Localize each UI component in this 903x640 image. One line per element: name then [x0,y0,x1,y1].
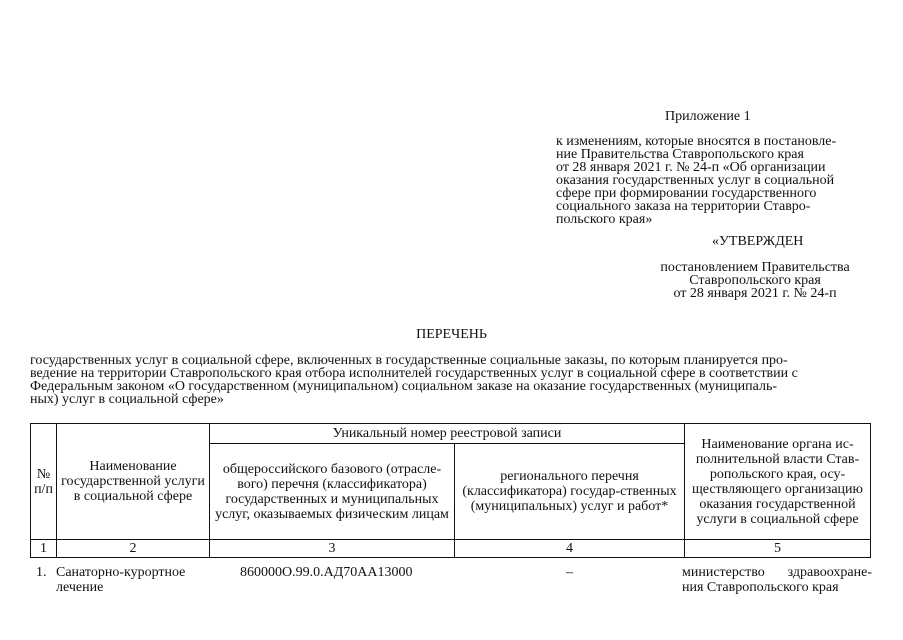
document-subtitle [30,354,870,406]
header-service: Наименование государственной услуги в социальной сфере [57,424,210,540]
approval-line: от 28 января 2021 г. № 24-п [673,286,837,301]
services-table [30,423,871,558]
column-number: 2 [57,540,210,558]
appendix-line: оказания государственных услуг в социальной [556,173,835,188]
header-federal: общероссийского базового (отрасле-вого) перечня (классификатора) государственных и муниципальных услуг, оказываемых физическим лицам [210,444,455,540]
appendix-line: социального заказа на территории Ставро- [556,199,811,214]
approval-line: Ставропольского края [689,273,821,288]
header-authority: Наименование органа ис-полнительной власти Став-ропольского края, осу-ществляющего организацию оказания государственной услуги в социальной сфере [685,424,871,540]
column-number: 5 [685,540,871,558]
row-authority: министерство здравоохране-ния Ставропольского края [682,565,872,595]
row-num: 1. [36,565,47,580]
appendix-line: ние Правительства Ставропольского края [556,147,804,162]
appendix-line: от 28 января 2021 г. № 24-п «Об организации [556,160,826,175]
appendix-line: к изменениям, которые вносятся в постановле- [556,134,837,149]
column-number: 3 [210,540,455,558]
appendix-line: сфере при формировании государственного [556,186,817,201]
header-num: № п/п [31,424,57,540]
appendix-line: польского края» [556,212,653,227]
column-number: 4 [455,540,685,558]
approval-line: постановлением Правительства [660,260,850,275]
document-title: ПЕРЕЧЕНЬ [416,327,487,342]
subtitle-line: ведение на территории Ставропольского края отбора исполнителей государственных услуг в социальной сфере в соответствии с [30,366,798,381]
column-number: 1 [31,540,57,558]
subtitle-line: ных) услуг в социальной сфере» [30,392,224,407]
row-regional-code: – [566,565,573,580]
subtitle-line: государственных услуг в социальной сфере, включенных в государственные социальные заказы, по которым планируется про- [30,353,788,368]
header-regional: регионального перечня (классификатора) государ-ственных (муниципальных) услуг и работ* [455,444,685,540]
approval-title: «УТВЕРЖДЕН [712,234,804,249]
row-service: Санаторно-курортное лечение [56,565,186,595]
row-federal-code: 860000О.99.0.АД70АА13000 [240,565,413,580]
appendix-description [556,135,866,226]
subtitle-line: Федеральным законом «О государственном (муниципальном) социальном заказе на оказание государственных (муниципаль- [30,379,778,394]
appendix-title: Приложение 1 [665,109,751,124]
header-registry: Уникальный номер реестровой записи [210,424,685,444]
approval-resolution [640,261,870,300]
